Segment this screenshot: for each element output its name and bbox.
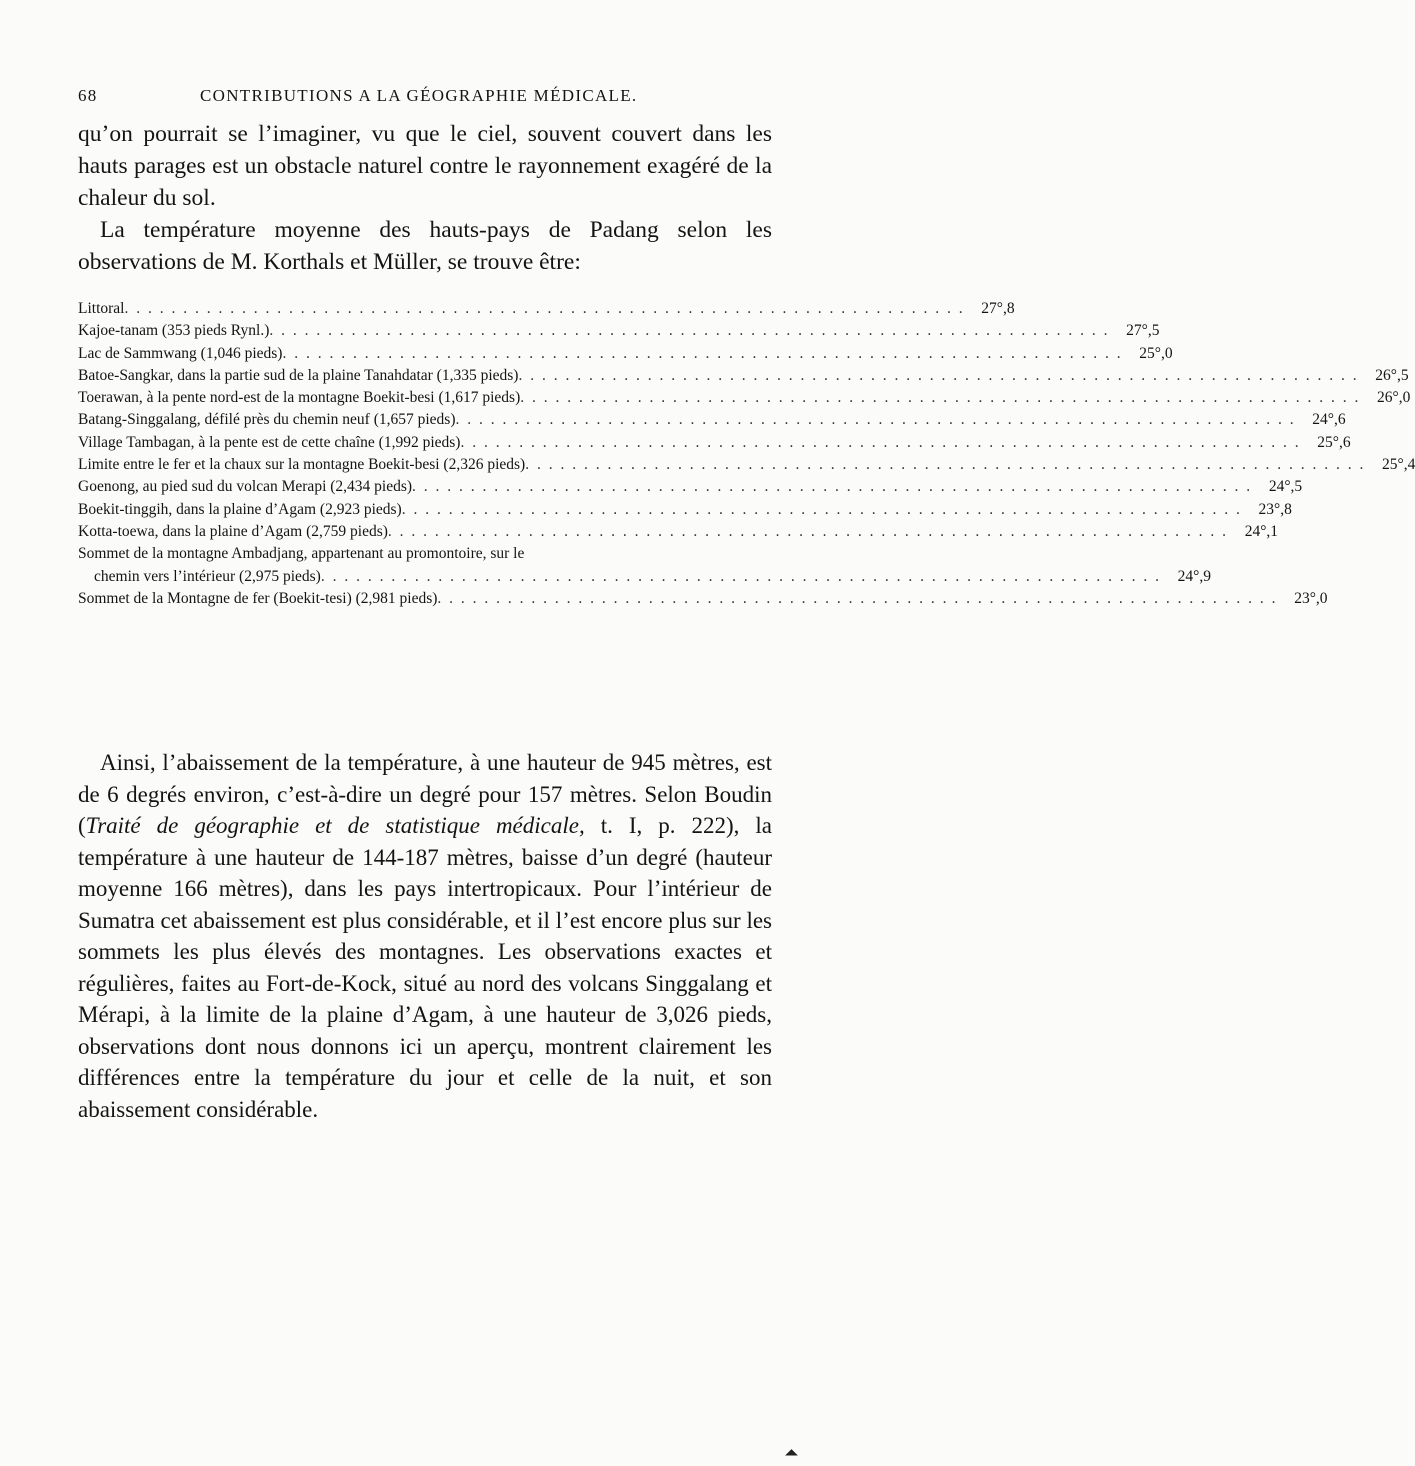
row-label: Batang-Singgalang, défilé près du chemin neuf (1,657 pieds): [78, 411, 456, 429]
table-row: [78, 454, 1415, 476]
table-row-wrapped-line-1: [78, 543, 772, 565]
row-label-continued: chemin vers l’intérieur (2,975 pieds): [94, 567, 321, 585]
paragraph-3-part-1: Ainsi, l’abaissement de la température, à une hauteur de 945 mètres, est de 6 degrés environ, c’est-à-dire un degré pour 157 mètres. Selon Boudin (: [78, 750, 772, 838]
row-label: Goenong, au pied sud du volcan Merapi (2,434 pieds): [78, 478, 413, 496]
row-label: Lac de Sammwang (1,046 pieds): [78, 344, 283, 362]
table-row: [78, 499, 1292, 521]
table-row: [78, 476, 1303, 498]
running-header: [78, 86, 772, 110]
leader-dots: [321, 566, 1161, 588]
table-row: [78, 387, 1411, 409]
row-label: Sommet de la montagne Ambadjang, appartenant au promontoire, sur le: [78, 545, 525, 563]
row-value: 27°,8: [981, 300, 1015, 317]
running-title: CONTRIBUTIONS A LA GÉOGRAPHIE MÉDICALE.: [200, 86, 638, 105]
row-label: Batoe-Sangkar, dans la partie sud de la plaine Tanahdatar (1,335 pieds): [78, 366, 519, 384]
row-value: 23°,8: [1258, 500, 1292, 518]
row-value: 23°,0: [1294, 589, 1328, 607]
intro-text: [78, 118, 772, 278]
leader-dots: [125, 298, 965, 320]
leader-dots: [269, 320, 1109, 342]
table-row-wrapped-line-2: [78, 566, 1211, 588]
table-row: [78, 343, 1173, 365]
row-label: Littoral: [78, 300, 125, 317]
table-row: [78, 298, 1015, 320]
row-value: 25°,4: [1382, 456, 1415, 474]
book-title-italic: Traité de géographie et de statistique médicale,: [85, 813, 585, 838]
leader-dots: [520, 387, 1360, 409]
temperature-table: [78, 298, 1415, 610]
row-label: Limite entre le fer et la chaux sur la montagne Boekit-besi (2,326 pieds): [78, 456, 526, 474]
row-value: 24°,9: [1177, 567, 1211, 585]
leader-dots: [402, 499, 1242, 521]
row-label: Village Tambagan, à la pente est de cette chaîne (1,992 pieds): [78, 433, 461, 451]
table-row: [78, 588, 1328, 610]
leader-dots: [460, 432, 1300, 454]
row-value: 25°,0: [1139, 344, 1173, 362]
table-row: [78, 432, 1351, 454]
leader-dots: [388, 521, 1228, 543]
page-number: 68: [78, 86, 98, 105]
row-value: 24°,1: [1244, 522, 1279, 540]
leader-dots: [518, 365, 1358, 387]
row-value: 24°,6: [1312, 411, 1346, 429]
leader-dots: [437, 588, 1277, 610]
row-value: 27°,5: [1126, 322, 1160, 340]
row-value: 24°,5: [1268, 478, 1303, 496]
table-row: [78, 409, 1346, 431]
row-label: Kotta-toewa, dans la plaine d’Agam (2,759 pieds): [78, 522, 388, 540]
row-label: Toerawan, à la pente nord-est de la montagne Boekit-besi (1,617 pieds): [78, 389, 521, 407]
table-row: [78, 365, 1409, 387]
row-label: Boekit-tinggih, dans la plaine d’Agam (2,923 pieds): [78, 500, 402, 518]
row-label: Kajoe-tanam (353 pieds Rynl.): [78, 322, 270, 340]
table-row: [78, 521, 1279, 543]
corner-arrow-icon: [785, 1449, 798, 1462]
row-value: 26°,5: [1375, 366, 1409, 384]
leader-dots: [525, 454, 1365, 476]
leader-dots: [456, 409, 1296, 431]
paragraph-3-part-2: t. I, p. 222), la température à une hauteur de 144-187 mètres, baisse d’un degré (hauteur moyenne 166 mètres), dans les pays intertropicaux. Pour l’intérieur de Sumatra cet abaissement est plus considérable, et il l’est encore plus sur les sommets les plus élevés des montagnes. Les observations exactes et régulières, faites au Fort-de-Kock, situé au nord des volcans Singgalang et Mérapi, à la limite de la plaine d’Agam, à une hauteur de 3,026 pieds, observations dont nous donnons ici un aperçu, montrent clairement les différences entre la température du jour et celle de la nuit, et son abaissement considérable.: [78, 813, 773, 1122]
row-label: Sommet de la Montagne de fer (Boekit-tesi) (2,981 pieds): [78, 589, 438, 607]
paragraph-3: [78, 747, 772, 1125]
leader-dots: [282, 343, 1122, 365]
paragraph-2: La température moyenne des hauts-pays de Padang selon les observations de M. Korthals et Müller, se trouve être:: [78, 217, 772, 275]
row-value: 26°,0: [1377, 389, 1411, 407]
leader-dots: [412, 476, 1252, 498]
row-value: 25°,6: [1317, 433, 1351, 451]
paragraph-1: qu’on pourrait se l’imaginer, vu que le ciel, souvent couvert dans les hauts parages est un obstacle naturel contre le rayonnement exagéré de la chaleur du sol.: [78, 121, 772, 211]
table-row: [78, 320, 1160, 342]
